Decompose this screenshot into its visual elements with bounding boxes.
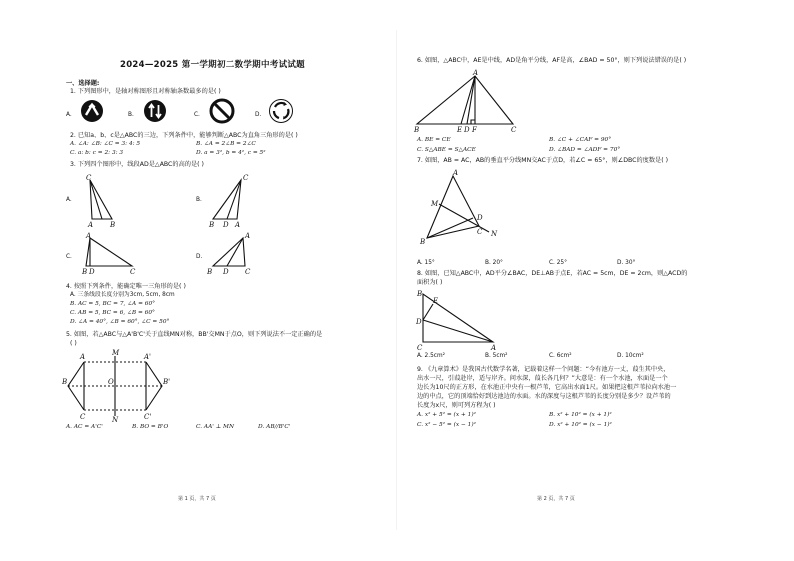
q8-option-b: B. 5cm² [485,353,508,359]
q3-figure-b [205,172,255,230]
q4-option-d: D. ∠A = 40°, ∠B = 60°, ∠C = 50° [70,319,170,325]
q6-label-b: B [414,126,420,134]
q2-option-b: B. ∠A = 2∠B = 2∠C [196,141,256,147]
q3d-label-c: C [245,268,251,276]
q6-option-c: C. S△ABE = S△ACE [417,147,476,153]
q4-option-c: C. AB = 5, BC = 6, ∠B = 60° [70,310,155,316]
q5-label-b: B [62,378,68,386]
q8-option-d: D. 10cm² [617,353,644,359]
q3c-label-c: C [130,268,136,276]
q3a-label-b: B [110,221,116,229]
question-9-line-3: 边长为10尺的正方形，在水池正中央有一根芦苇，它高出水面1尺。如果把这根芦苇拉向水池一 [417,384,677,391]
q4-option-a: A. 三条线段长度分别为3cm, 5cm, 8cm [70,292,175,298]
q6-figure [411,68,531,136]
question-9-line-5: 长度为x尺，则可列方程为( ) [417,402,496,409]
q7-label-a: A [453,169,459,177]
arrow-sign-icon [80,98,104,124]
question-2-stem: 2. 已知a、b、c是△ABC的三边，下列条件中，能够判断△ABC为直角三角形的是( ) [70,132,298,139]
q5-label-a: A [80,353,86,361]
q8-label-d: D [416,318,422,326]
q3d-label-b: B [207,268,213,276]
q5-figure [62,350,172,422]
q3c-label-d: D [89,268,95,276]
q2-option-a: A. ∠A: ∠B: ∠C = 3: 4: 5 [70,141,141,147]
q7-option-c: C. 25° [549,260,568,266]
q7-figure [417,168,517,250]
q3a-label-c: C [86,174,92,182]
q5-label-n: N [112,416,119,424]
q8-option-c: C. 6cm² [549,353,572,359]
q3-figure-d [205,232,255,276]
q1-option-b: B. [128,112,134,118]
q5-option-c: C. AA' ⊥ MN [196,424,235,430]
q3d-label-a: A [245,232,251,240]
question-9-line-2: 出水一尺，引葭赴岸，适与岸齐。问水深，葭长各几何？”大意是：有一个水池，水面是一个 [417,375,668,382]
q6-option-a: A. BE = CE [417,137,451,143]
q3c-label-a: A [86,232,92,240]
question-3-stem: 3. 下列四个图形中，线段AD是△ABC的高的是( ) [70,161,204,168]
q3c-label-b: B [82,268,88,276]
q3b-label-a: A [235,221,241,229]
q5-option-b: B. BO = B'O [132,424,169,430]
q5-label-a-prime: A' [144,353,151,361]
q5-label-m: M [112,349,120,357]
page-footer-1: 第 1 页，共 7 页 [178,496,216,502]
q6-label-f: F [472,126,477,134]
q2-option-c: C. a: b: c = 2: 3: 3 [70,150,124,156]
q6-label-a: A [473,69,479,77]
q8-option-a: A. 2.5cm² [417,353,445,359]
q5-label-c-prime: C' [144,413,152,421]
q3-figure-a [80,172,130,230]
q8-label-a: A [491,344,497,352]
question-5-stem: 5. 如图，若△ABC与△A'B'C'关于直线MN对称，BB'交MN于点O，则下列说法不一定正确的是 [66,331,323,338]
q8-label-e: E [433,297,439,305]
q1-option-a: A. [66,112,72,118]
q3-figure-c [80,232,140,276]
q1-option-c: C. [194,112,200,118]
q8-figure [413,288,503,350]
q5-label-o: O [108,378,114,386]
q7-option-b: B. 20° [485,260,503,266]
q3b-label-d: D [223,221,229,229]
section-heading: 一、选择题: [66,80,100,87]
q3d-label-d: D [223,268,229,276]
up-down-arrows-icon [143,98,167,124]
q7-label-b: B [420,238,426,246]
q7-label-n: N [491,230,498,238]
recycle-arrows-icon [268,98,294,124]
no-entry-icon [209,98,235,124]
q3-option-d: D. [196,254,203,260]
q9-option-b: B. x² + 10² = (x + 1)² [549,412,612,418]
q3a-label-a: A [88,221,94,229]
q3b-label-b: B [209,221,215,229]
q5-option-d: D. AB//B'C' [258,424,291,430]
q3-option-a: A. [66,197,72,203]
exam-title: 2024—2025 第一学期初二数学期中考试试题 [120,60,305,70]
exam-page-2 [397,0,794,561]
q7-label-d: D [477,214,483,222]
q3-option-c: C. [66,254,72,260]
question-6-stem: 6. 如图，△ABC中，AE是中线，AD是角平分线，AF是高，∠BAD = 50°，则下列说法错误的是( ) [417,57,687,64]
q6-option-b: B. ∠C + ∠CAF = 90° [549,137,612,143]
q7-label-c: C [477,228,483,236]
q6-label-d: D [464,126,470,134]
q5-option-a: A. AC = A'C' [66,424,103,430]
question-8-stem-2: 面积为( ) [417,279,443,286]
q9-option-d: D. x² + 10² = (x − 1)² [549,422,612,428]
q7-option-a: A. 15° [417,260,435,266]
page-footer-2: 第 2 页，共 7 页 [537,496,575,502]
q8-label-c: C [417,344,423,352]
q9-option-a: A. x² + 5² = (x + 1)² [417,412,476,418]
q3b-label-c: C [243,174,249,182]
question-5-stem-2: ( ) [70,340,77,347]
q2-option-d: D. a = 3², b = 4², c = 5² [196,150,266,156]
q9-option-c: C. x² − 5² = (x − 1)² [417,422,476,428]
q6-label-e: E [457,126,463,134]
q6-option-d: D. ∠BAD = ∠ADF = 70° [549,147,621,153]
q1-option-d: D. [255,112,262,118]
q5-label-c: C [80,413,86,421]
q7-option-d: D. 30° [617,260,636,266]
question-7-stem: 7. 如图，AB = AC，AB的垂直平分线MN交AC于点D，若∠C = 65°，则∠DBC的度数是( ) [417,157,669,164]
question-9-line-4: 边的中点，它的顶端恰好到达池边的水面。水的深度与这根芦苇的长度分别是多少？设芦苇的 [417,393,671,400]
q7-label-m: M [431,200,439,208]
q8-label-b: B [417,290,423,298]
question-4-stem: 4. 按照下列条件，能确定唯一三角形的是( ) [66,283,186,290]
q4-option-b: B. AC = 5, BC = 7, ∠A = 60° [70,301,156,307]
question-8-stem: 8. 如图，已知△ABC中，AD平分∠BAC，DE⊥AB于点E，若AC = 5cm，DE = 2cm，则△ACD的 [417,270,688,277]
question-9-line-1: 9. 《九章算术》是我国古代数学名著，记载着这样一个问题：“今有池方一丈，葭生其中央， [417,366,670,373]
q5-label-b-prime: B' [163,378,171,386]
q3-option-b: B. [196,197,202,203]
q6-label-c: C [511,126,517,134]
question-1-stem: 1. 下列图形中，是轴对称图形且对称轴条数最多的是( ) [70,88,221,95]
